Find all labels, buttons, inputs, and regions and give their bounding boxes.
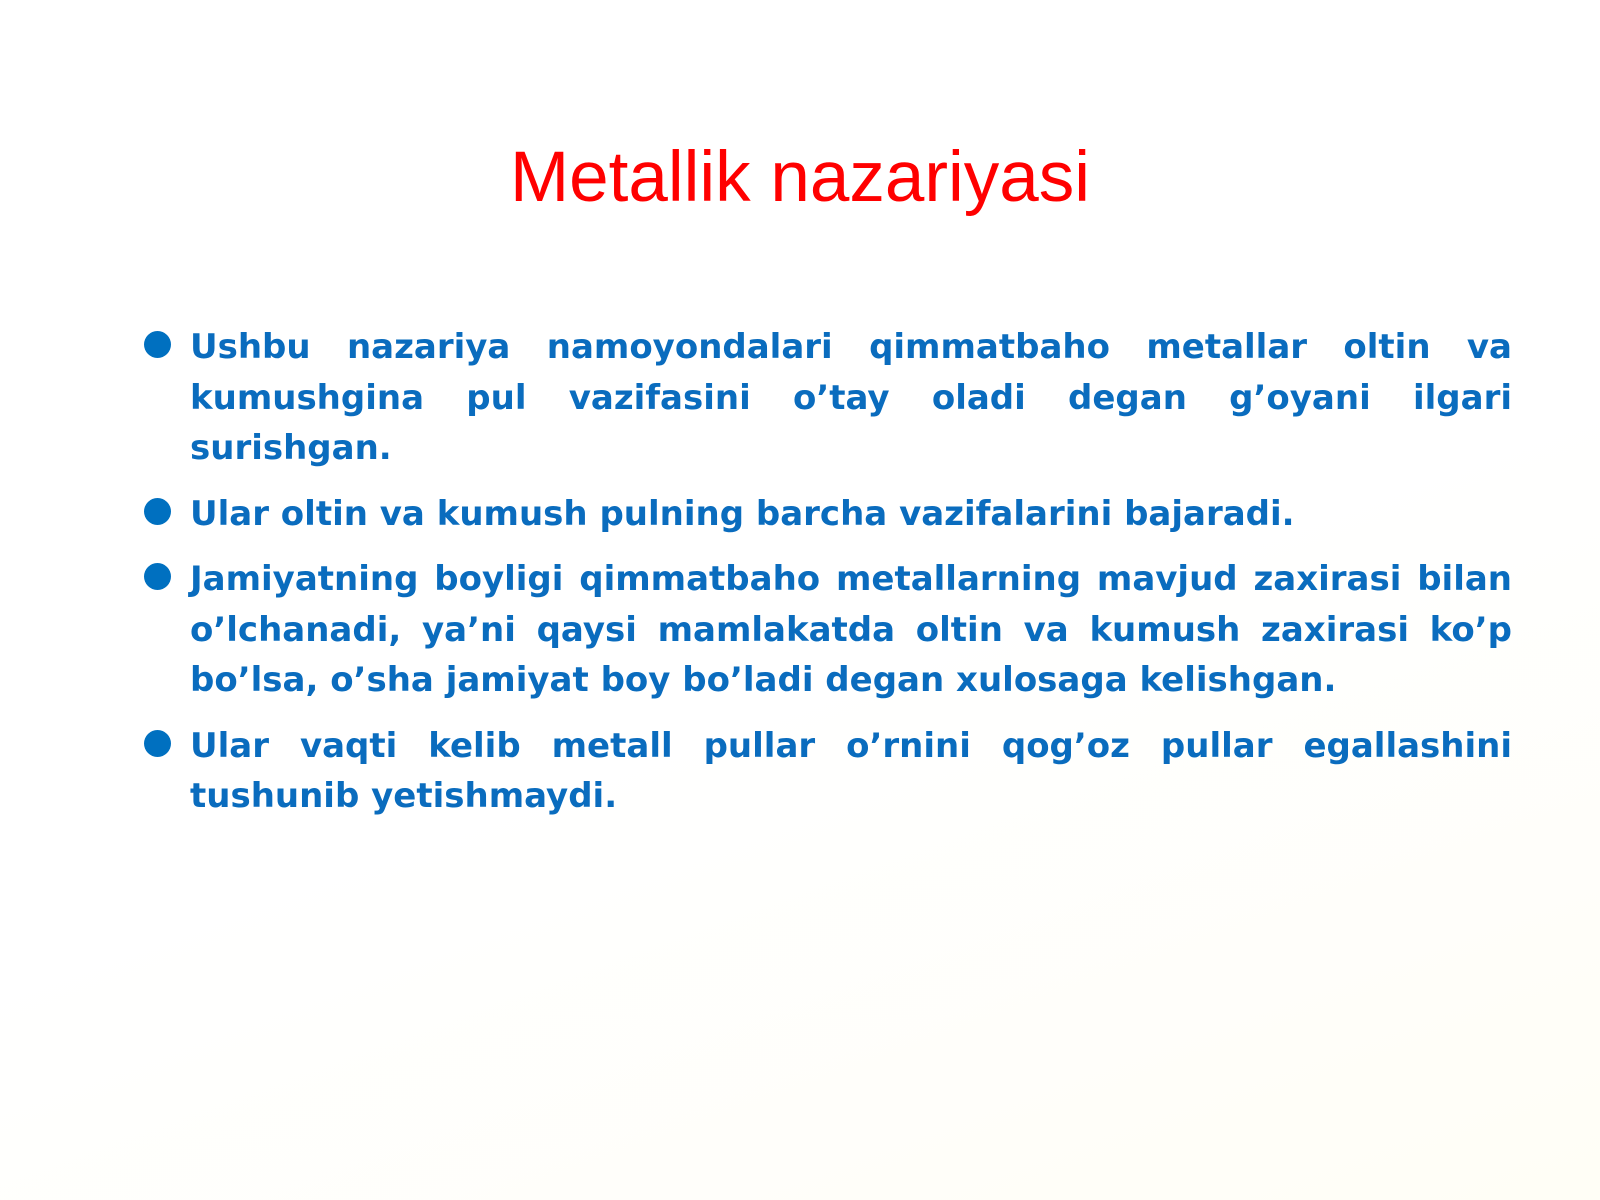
bullet-dot-icon <box>144 730 171 757</box>
bullet-text: Ular oltin va kumush pulning barcha vazifalarini bajaradi. <box>190 493 1295 534</box>
slide-title: Metallik nazariyasi <box>509 138 1091 217</box>
list-item <box>140 721 1512 822</box>
bullet-text: Ushbu nazariya namoyondalari qimmatbaho metallar oltin va kumushgina pul vazifasini o’tay oladi degan g’oyani ilgari surishgan. <box>190 327 1512 468</box>
bullet-dot-icon <box>144 331 171 358</box>
bullet-text: Jamiyatning boyligi qimmatbaho metallarning mavjud zaxirasi bilan o’lchanadi, ya’ni qaysi mamlakatda oltin va kumush zaxirasi ko’p bo’lsa, o’sha jamiyat boy bo’ladi degan xulosaga kelishgan. <box>190 559 1512 700</box>
bullet-dot-icon <box>144 498 171 525</box>
bullet-text: Ular vaqti kelib metall pullar o’rnini qog’oz pullar egallashini tushunib yetishmaydi. <box>190 725 1512 816</box>
list-item <box>140 554 1512 706</box>
bullet-dot-icon <box>144 563 171 590</box>
bullet-list <box>140 322 1512 837</box>
list-item <box>140 322 1512 474</box>
list-item <box>140 489 1512 540</box>
